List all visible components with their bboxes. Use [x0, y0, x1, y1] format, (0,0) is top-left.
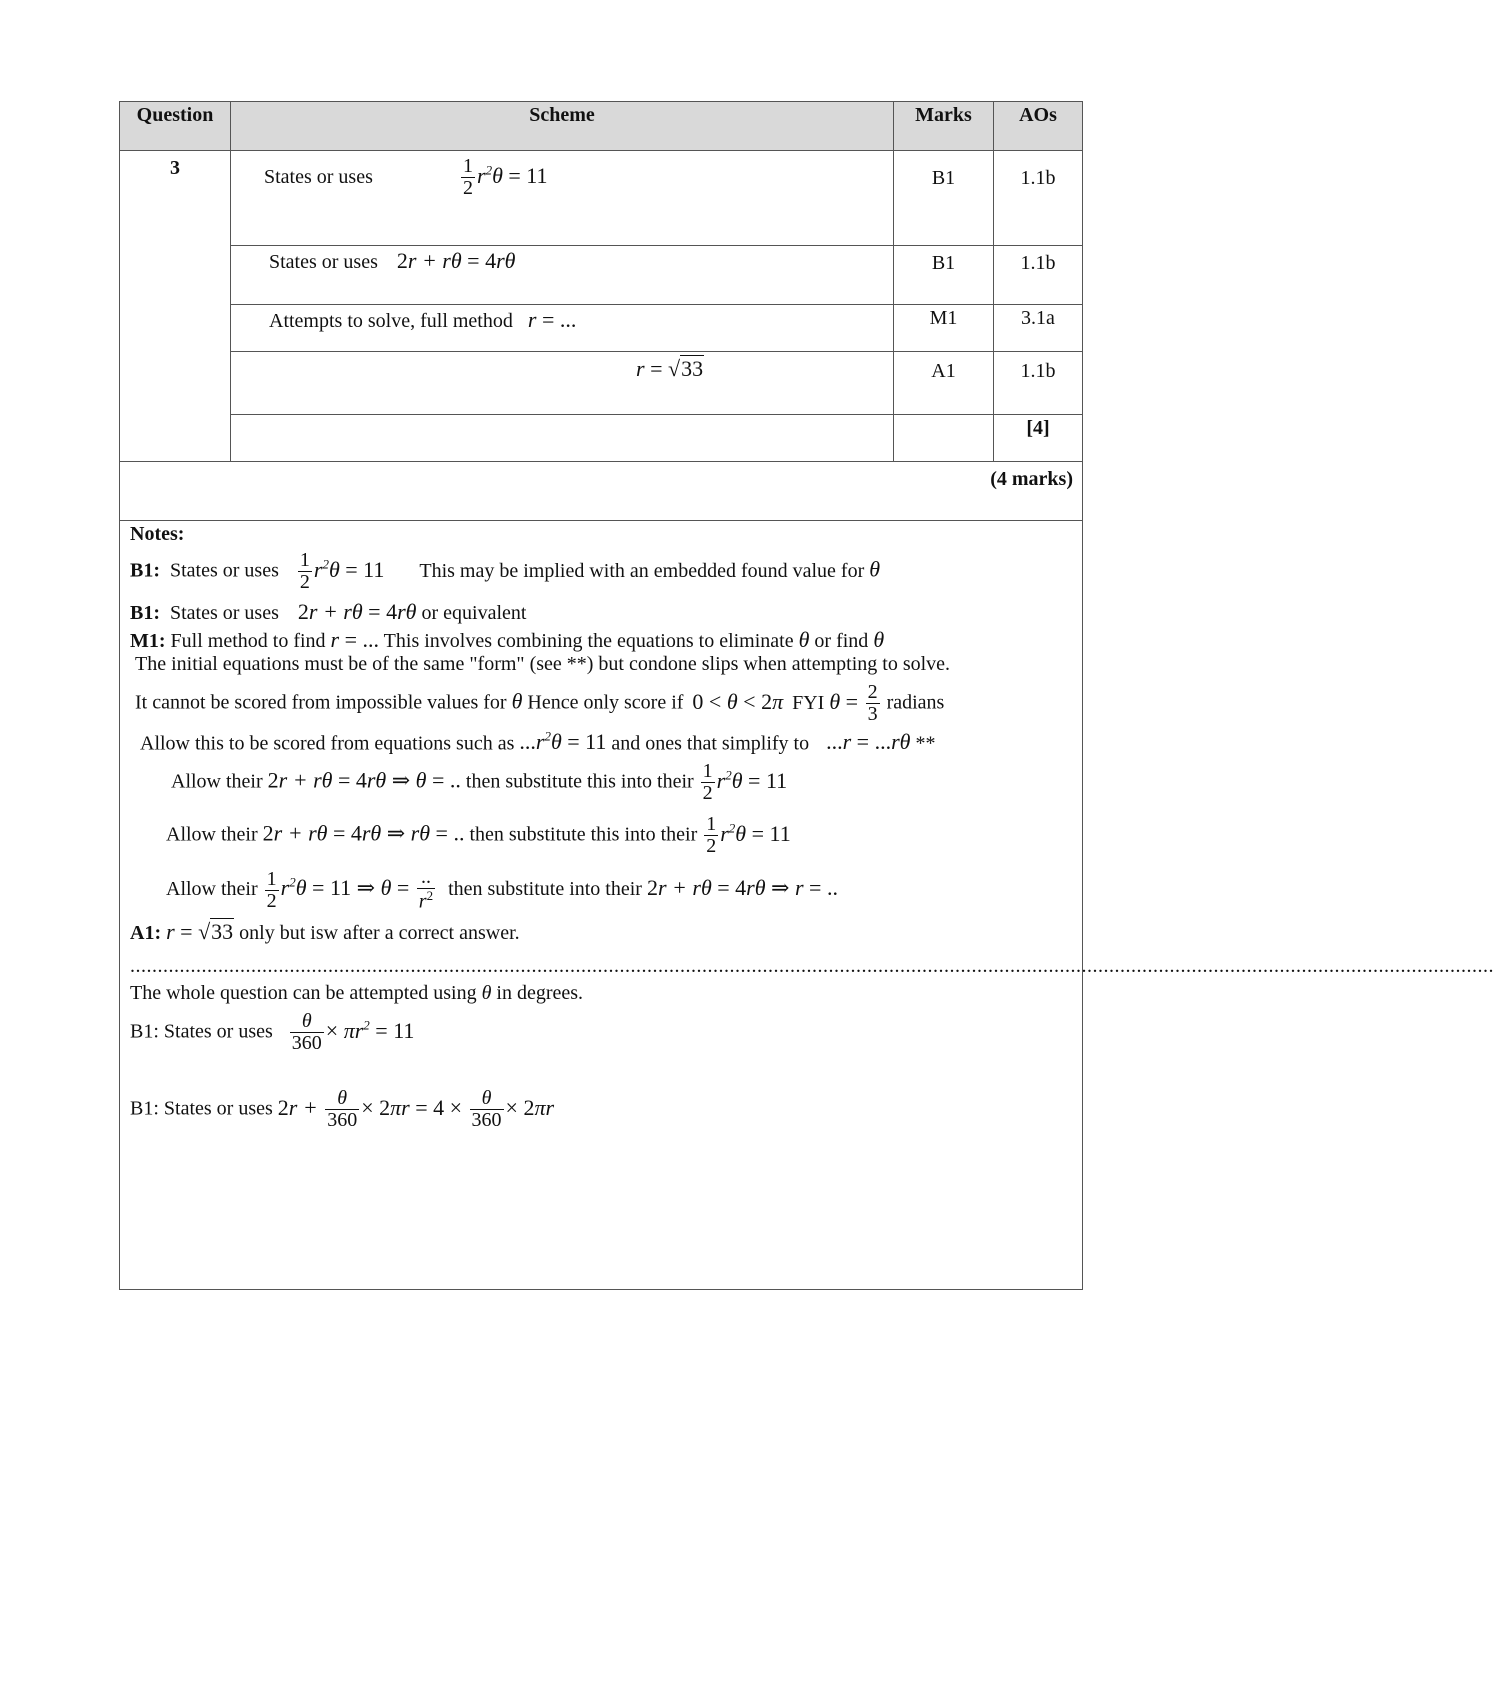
- note-m1: M1: Full method to find r = ... This involves combining the equations to eliminate θ or find θ: [130, 627, 885, 652]
- question-number: 3: [120, 151, 231, 462]
- aos-header: AOs: [994, 102, 1083, 151]
- note-degrees: The whole question can be attempted using θ in degrees.: [130, 981, 584, 1004]
- note-a1: A1: r = √33 only but isw after a correct answer.: [130, 918, 520, 944]
- note-degrees-b1-perimeter: B1: States or uses 2r + $\frac{\theta}{360}$ × 2πr = 4 × $\frac{\theta}{360}$ × 2πr: [130, 1086, 555, 1131]
- equation-solve: r = ...: [527, 307, 577, 332]
- ao-cell: 1.1b: [994, 246, 1083, 305]
- ao-cell: 3.1a: [994, 305, 1083, 352]
- scheme-row: [120, 151, 1083, 246]
- dotted-separator: ........................................................................................................................................................................................................................................................: [130, 954, 1494, 977]
- header-row: [120, 102, 1083, 151]
- mark-scheme-table: [119, 101, 1494, 1290]
- scheme-cell: [231, 415, 894, 462]
- scheme-text: States or uses: [269, 251, 378, 273]
- notes-row: [120, 521, 1083, 1290]
- notes-cell: [120, 521, 1494, 1290]
- ao-cell: 1.1b: [994, 151, 1083, 246]
- scheme-cell: [231, 151, 894, 246]
- total-row: [120, 462, 1083, 521]
- note-allow-1: Allow their 2r + rθ = 4rθ ⇒ θ = .. then substitute this into their $\frac{1}{2}$ $r^2\theta = 11$: [171, 760, 788, 805]
- equation-perimeter: 2r + rθ = 4rθ: [396, 248, 516, 273]
- scheme-row: [120, 352, 1083, 415]
- scheme-text: Attempts to solve, full method: [269, 310, 513, 332]
- ao-cell: 1.1b: [994, 352, 1083, 415]
- mark-cell: A1: [894, 352, 994, 415]
- note-degrees-b1-area: B1: States or uses $\frac{\theta}{360}$ × $\pi r^2 = 11$: [130, 1009, 415, 1054]
- scheme-row: [120, 415, 1083, 462]
- answer-r: r = √33: [636, 356, 704, 381]
- note-allow-2: Allow their 2r + rθ = 4rθ ⇒ rθ = .. then substitute this into their $\frac{1}{2}$ $r^2\theta = 11$: [166, 813, 791, 858]
- scheme-row: [120, 305, 1083, 352]
- marks-header: Marks: [894, 102, 994, 151]
- note-allow-3: Allow their $\frac{1}{2}$ $r^2\theta = 11$ ⇒ θ = $\frac{..}{r^2}$ then substitute into their 2r + rθ = 4rθ ⇒ r = ..: [166, 866, 838, 913]
- mark-cell: B1: [894, 246, 994, 305]
- scheme-header: Scheme: [231, 102, 894, 151]
- scheme-cell: [231, 305, 894, 352]
- scheme-cell: [231, 246, 894, 305]
- note-b1-second: B1: States or uses 2r + rθ = 4rθ or equivalent: [130, 599, 527, 624]
- total-marks: (4 marks): [120, 462, 1083, 521]
- scheme-row: [120, 246, 1083, 305]
- scheme-cell: [231, 352, 894, 415]
- note-allow-forms: Allow this to be scored from equations such as $...r^2\theta = 11$ and ones that simplify to ...r = ...rθ **: [140, 729, 936, 755]
- note-impossible: It cannot be scored from impossible values for θ Hence only score if 0 < θ < 2π FYI θ = $\frac{2}{3}$ radians: [135, 681, 945, 725]
- question-header: Question: [120, 102, 231, 151]
- equation-sector-area: $\frac{1}{2}$ $r^2\theta = 11$: [463, 155, 548, 199]
- ao-subtotal: [4]: [994, 415, 1083, 462]
- note-b1-first: B1: States or uses $\frac{1}{2}$ $r^2\theta = 11$ This may be implied with an embedded found value for θ: [130, 549, 881, 593]
- scheme-text: States or uses: [264, 166, 373, 188]
- note-same-form: The initial equations must be of the same "form" (see **) but condone slips when attempting to solve.: [135, 653, 951, 675]
- notes-heading: Notes:: [130, 523, 185, 545]
- mark-cell: [894, 415, 994, 462]
- mark-cell: B1: [894, 151, 994, 246]
- mark-scheme: [119, 101, 1494, 1290]
- mark-cell: M1: [894, 305, 994, 352]
